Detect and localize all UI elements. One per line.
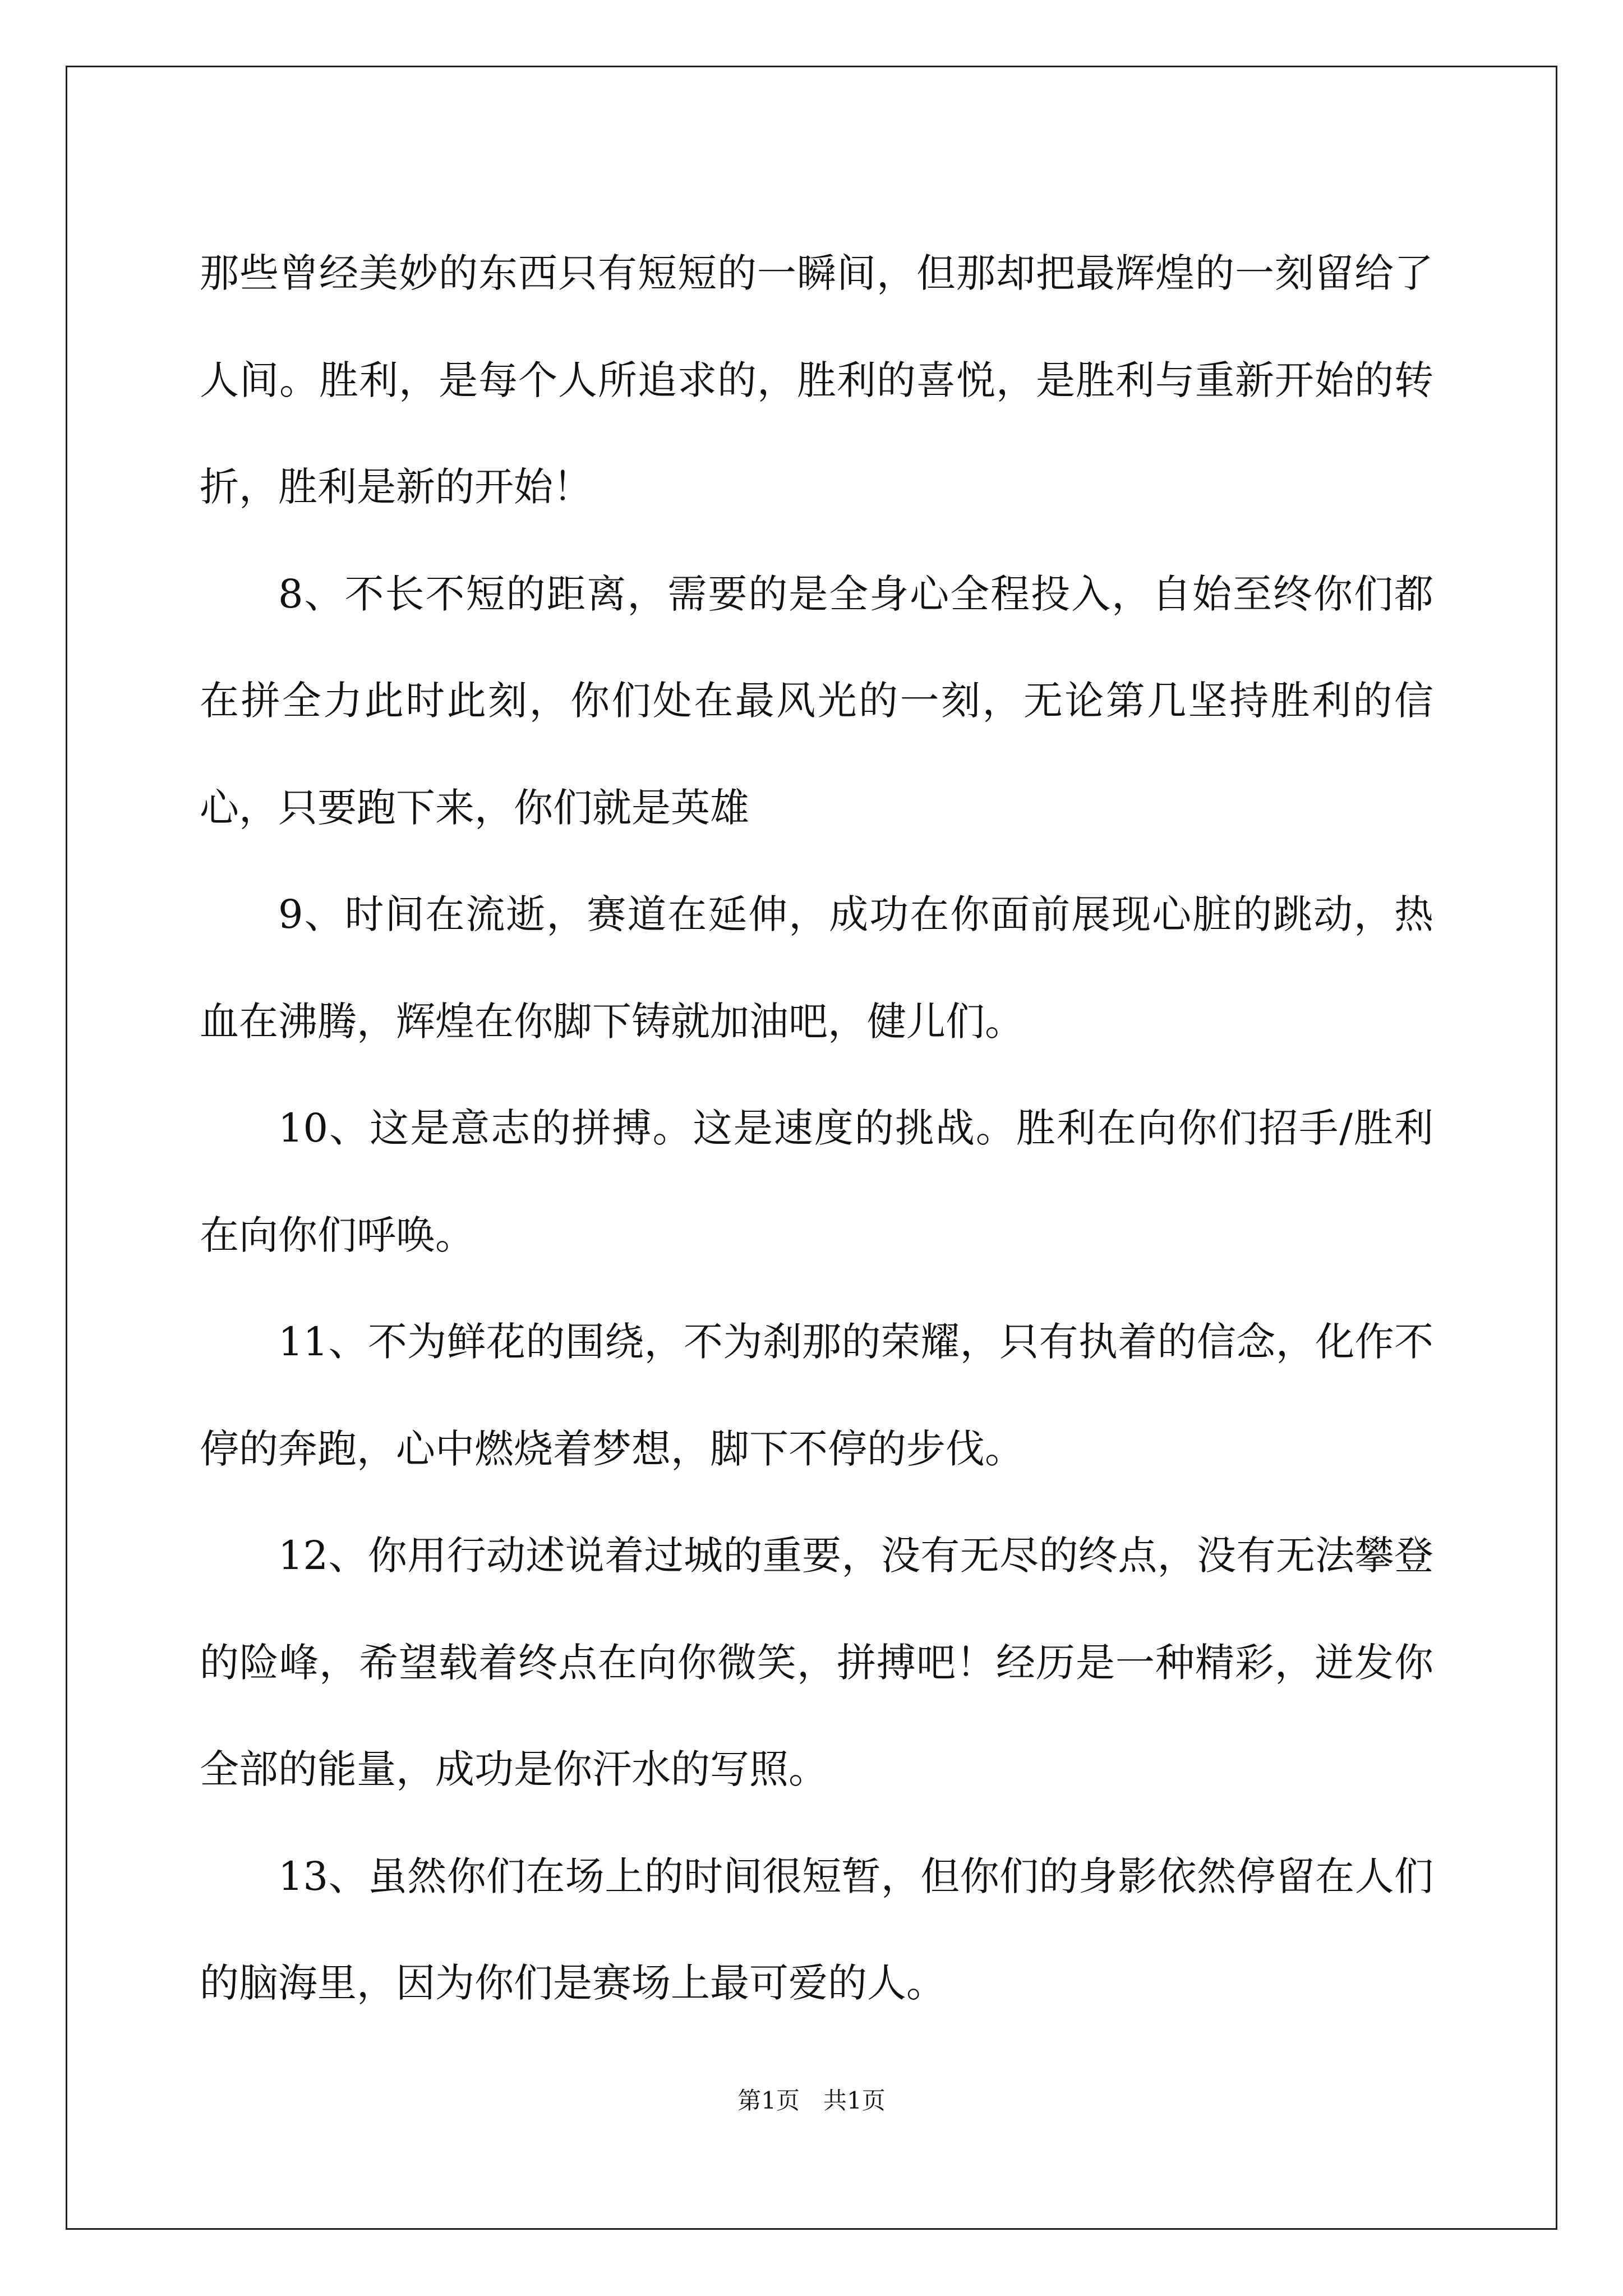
- paragraph-10: 10、这是意志的拼搏。这是速度的挑战。胜利在向你们招手/胜利在向你们呼唤。: [200, 1105, 1433, 1258]
- page-number-footer: 第1页 共1页: [737, 2087, 886, 2114]
- paragraph-continued: 那些曾经美妙的东西只有短短的一瞬间，但那却把最辉煌的一刻留给了人间。胜利，是每个人所追求的，胜利的喜悦，是胜利与重新开始的转折，胜利是新的开始！: [200, 250, 1433, 510]
- paragraph-8: 8、不长不短的距离，需要的是全身心全程投入，自始至终你们都在拼全力此时此刻，你们处在最风光的一刻，无论第几坚持胜利的信心，只要跑下来，你们就是英雄: [200, 570, 1433, 831]
- paragraph-11: 11、不为鲜花的围绕，不为刹那的荣耀，只有执着的信念，化作不停的奔跑，心中燃烧着梦想，脚下不停的步伐。: [200, 1319, 1433, 1472]
- paragraph-12: 12、你用行动述说着过城的重要，没有无尽的终点，没有无法攀登的险峰，希望载着终点在向你微笑，拼搏吧！经历是一种精彩，迸发你全部的能量，成功是你汗水的写照。: [200, 1533, 1433, 1792]
- paragraph-13: 13、虽然你们在场上的时间很短暂，但你们的身影依然停留在人们的脑海里，因为你们是赛场上最可爱的人。: [200, 1853, 1433, 2006]
- paragraph-9: 9、时间在流逝，赛道在延伸，成功在你面前展现心脏的跳动，热血在沸腾，辉煌在你脚下铸就加油吧，健儿们。: [200, 891, 1433, 1045]
- document-body: [200, 220, 1433, 2037]
